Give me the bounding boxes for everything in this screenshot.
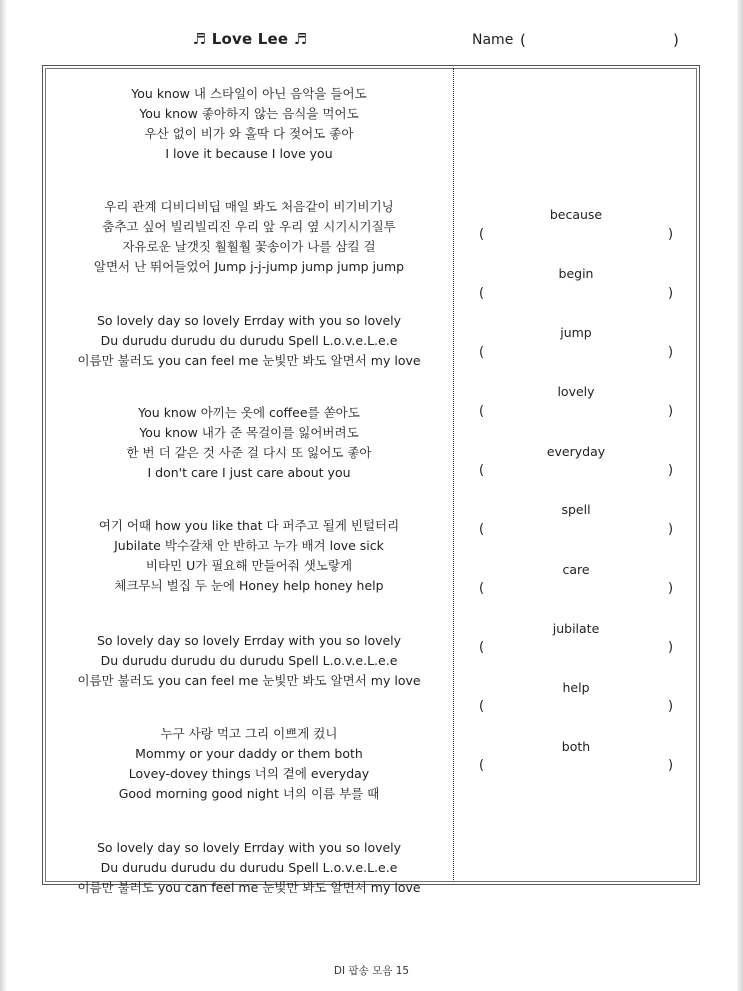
answer-blank-close: ) bbox=[668, 463, 674, 478]
lyric-line: Jubilate 박수갈채 안 반하고 누가 배겨 love sick bbox=[114, 538, 384, 553]
name-label: Name bbox=[472, 32, 514, 48]
lyric-line: You know 아끼는 옷에 coffee를 쏟아도 bbox=[138, 405, 360, 420]
lyric-line: Good morning good night 너의 이름 부를 때 bbox=[118, 786, 380, 801]
lyric-line: Du durudu durudu du durudu Spell L.o.v.e.L.e.e bbox=[100, 653, 398, 668]
answer-blank-open: ( bbox=[479, 699, 485, 714]
page-edge-left bbox=[0, 0, 6, 991]
lyrics-stanza-6 bbox=[46, 631, 452, 691]
answer-blank-close: ) bbox=[668, 640, 674, 655]
lyric-line: 이름만 불러도 you can feel me 눈빛만 봐도 알면서 my love bbox=[77, 353, 421, 368]
answer-blank-close: ) bbox=[668, 345, 674, 360]
lyrics-stanza-2 bbox=[46, 197, 452, 277]
song-title: ♬ Love Lee ♬ bbox=[192, 30, 308, 48]
vocab-word-spell: spell bbox=[561, 502, 591, 517]
answer-blank-close: ) bbox=[668, 758, 674, 773]
vocab-word-help: help bbox=[562, 680, 590, 695]
lyrics-stanza-3 bbox=[46, 311, 452, 371]
lyric-line: I love it because I love you bbox=[165, 146, 333, 161]
vocab-word-jump: jump bbox=[560, 325, 592, 340]
lyric-line: So lovely day so lovely Errday with you so lovely bbox=[96, 633, 402, 648]
lyric-line: 우산 없이 비가 와 홀딱 다 젖어도 좋아 bbox=[144, 126, 354, 141]
lyrics-stanza-8 bbox=[46, 838, 452, 898]
answer-blank-open: ( bbox=[479, 522, 485, 537]
lyric-line: You know 좋아하지 않는 음식을 먹어도 bbox=[139, 106, 359, 121]
lyric-line: Mommy or your daddy or them both bbox=[135, 746, 363, 761]
lyric-line: I don't care I just care about you bbox=[147, 465, 351, 480]
lyric-line: 비타민 U가 필요해 만들어줘 샛노랗게 bbox=[145, 558, 353, 573]
lyric-line: 알면서 난 뛰어들었어 Jump j-j-jump jump jump jump bbox=[93, 259, 405, 274]
lyric-line: 자유로운 날갯짓 훨훨훨 꽃송이가 나를 삼킬 걸 bbox=[122, 239, 376, 254]
lyric-line: Du durudu durudu du durudu Spell L.o.v.e.L.e.e bbox=[100, 860, 398, 875]
vocab-word-both: both bbox=[561, 739, 591, 754]
answer-blank-open: ( bbox=[479, 345, 485, 360]
name-open-paren: ( bbox=[520, 31, 526, 49]
answer-blank-open: ( bbox=[479, 581, 485, 596]
answer-blank-close: ) bbox=[668, 699, 674, 714]
column-divider bbox=[453, 68, 454, 882]
answer-blank-open: ( bbox=[479, 758, 485, 773]
vocab-word-care: care bbox=[562, 562, 590, 577]
answer-blank-close: ) bbox=[668, 404, 674, 419]
lyrics-stanza-5 bbox=[46, 516, 452, 596]
lyric-line: 체크무늬 벌집 두 눈에 Honey help honey help bbox=[114, 578, 384, 593]
vocab-word-because: because bbox=[549, 207, 603, 222]
answer-blank-close: ) bbox=[668, 286, 674, 301]
vocab-word-lovely: lovely bbox=[557, 384, 595, 399]
lyric-line: You know 내가 준 목걸이를 잃어버려도 bbox=[139, 425, 359, 440]
vocab-word-everyday: everyday bbox=[546, 444, 606, 459]
answer-blank-open: ( bbox=[479, 227, 485, 242]
lyric-line: You know 내 스타일이 아닌 음악을 들어도 bbox=[131, 86, 367, 101]
answer-blank-close: ) bbox=[668, 522, 674, 537]
lyric-line: 이름만 불러도 you can feel me 눈빛만 봐도 알면서 my love bbox=[77, 880, 421, 895]
answer-blank-open: ( bbox=[479, 404, 485, 419]
lyrics-stanza-4 bbox=[46, 403, 452, 483]
lyric-line: 한 번 더 같은 것 사준 걸 다시 또 잃어도 좋아 bbox=[126, 445, 372, 460]
vocab-word-jubilate: jubilate bbox=[552, 621, 600, 636]
lyrics-stanza-1 bbox=[46, 84, 452, 164]
lyric-line: 누구 사랑 먹고 그리 이쁘게 컸니 bbox=[160, 726, 338, 741]
answer-blank-close: ) bbox=[668, 581, 674, 596]
answer-blank-open: ( bbox=[479, 640, 485, 655]
lyric-line: Lovey-dovey things 너의 곁에 everyday bbox=[128, 766, 370, 781]
lyric-line: 춤추고 싶어 빌리빌리진 우리 앞 우리 옆 시기시기질투 bbox=[102, 219, 396, 234]
lyric-line: 여기 어때 how you like that 다 퍼주고 될게 빈털터리 bbox=[98, 518, 400, 533]
page-footer: DI 팝송 모음 15 bbox=[333, 965, 410, 977]
vocab-column bbox=[455, 68, 697, 882]
lyric-line: So lovely day so lovely Errday with you so lovely bbox=[96, 313, 402, 328]
lyric-line: Du durudu durudu du durudu Spell L.o.v.e.L.e.e bbox=[100, 333, 398, 348]
answer-blank-open: ( bbox=[479, 463, 485, 478]
answer-blank-close: ) bbox=[668, 227, 674, 242]
answer-blank-open: ( bbox=[479, 286, 485, 301]
vocab-word-begin: begin bbox=[558, 266, 594, 281]
lyric-line: 이름만 불러도 you can feel me 눈빛만 봐도 알면서 my love bbox=[77, 673, 421, 688]
lyric-line: 우리 관계 디비디비딥 매일 봐도 처음같이 비기비기닝 bbox=[104, 199, 394, 214]
name-close-paren: ) bbox=[673, 31, 679, 49]
lyric-line: So lovely day so lovely Errday with you so lovely bbox=[96, 840, 402, 855]
page-edge-right bbox=[737, 0, 743, 991]
lyrics-stanza-7 bbox=[46, 724, 452, 804]
